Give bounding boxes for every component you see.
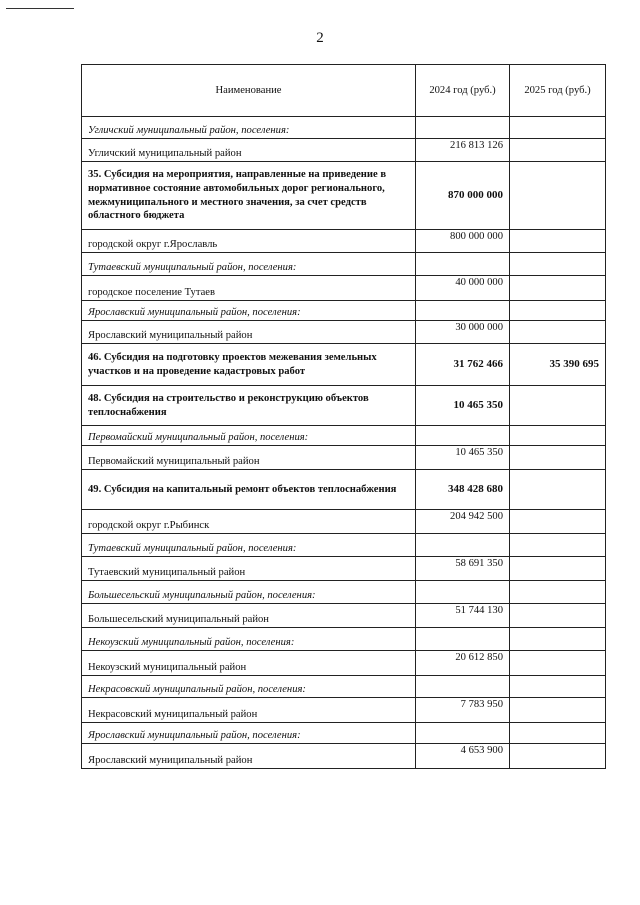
table-header-row xyxy=(82,65,606,117)
row-name-cell: Тутаевский муниципальный район, поселения: xyxy=(82,253,416,276)
value-2025-cell xyxy=(510,651,606,676)
row-name-cell: Ярославский муниципальный район, поселения: xyxy=(82,723,416,744)
value-2024-cell xyxy=(416,426,510,446)
row-name-cell: Первомайский муниципальный район xyxy=(82,446,416,470)
value-2025-cell xyxy=(510,230,606,253)
row-name-cell: городское поселение Тутаев xyxy=(82,276,416,301)
table-row xyxy=(82,651,606,676)
table-row xyxy=(82,446,606,470)
table-body xyxy=(82,117,606,769)
value-2024-cell: 4 653 900 xyxy=(416,744,510,769)
table-row xyxy=(82,139,606,162)
row-name-cell: Большесельский муниципальный район xyxy=(82,604,416,628)
row-name-cell: Первомайский муниципальный район, поселения: xyxy=(82,426,416,446)
value-2025-cell xyxy=(510,321,606,344)
row-name-cell: Угличский муниципальный район xyxy=(82,139,416,162)
table-row xyxy=(82,744,606,769)
value-2024-cell: 31 762 466 xyxy=(416,344,510,386)
value-2025-cell xyxy=(510,744,606,769)
value-2024-cell xyxy=(416,581,510,604)
value-2024-cell xyxy=(416,534,510,557)
value-2025-cell xyxy=(510,557,606,581)
subsidy-row xyxy=(82,386,606,426)
table-row xyxy=(82,557,606,581)
row-name-cell: городской округ г.Рыбинск xyxy=(82,510,416,534)
value-2025-cell xyxy=(510,534,606,557)
row-name-cell: 46. Субсидия на подготовку проектов межевания земельных участков и на проведение кадастровых работ xyxy=(82,344,416,386)
subsidy-row xyxy=(82,470,606,510)
subsidy-table xyxy=(81,64,606,769)
value-2025-cell xyxy=(510,676,606,698)
subsidy-row xyxy=(82,162,606,230)
value-2025-cell xyxy=(510,581,606,604)
value-2024-cell xyxy=(416,628,510,651)
group-heading-row xyxy=(82,253,606,276)
corner-rule xyxy=(6,8,74,9)
value-2025-cell xyxy=(510,276,606,301)
row-name-cell: Некоузский муниципальный район, поселения: xyxy=(82,628,416,651)
column-header-2025: 2025 год (руб.) xyxy=(510,65,606,117)
value-2024-cell: 800 000 000 xyxy=(416,230,510,253)
table-row xyxy=(82,230,606,253)
column-header-name: Наименование xyxy=(82,65,416,117)
group-heading-row xyxy=(82,676,606,698)
table-row xyxy=(82,604,606,628)
row-name-cell: Ярославский муниципальный район xyxy=(82,744,416,769)
value-2025-cell xyxy=(510,698,606,723)
value-2025-cell xyxy=(510,628,606,651)
value-2024-cell: 348 428 680 xyxy=(416,470,510,510)
value-2024-cell: 40 000 000 xyxy=(416,276,510,301)
subsidy-row xyxy=(82,344,606,386)
row-name-cell: городской округ г.Ярославль xyxy=(82,230,416,253)
value-2024-cell: 870 000 000 xyxy=(416,162,510,230)
value-2024-cell: 7 783 950 xyxy=(416,698,510,723)
value-2024-cell xyxy=(416,301,510,321)
group-heading-row xyxy=(82,581,606,604)
value-2024-cell: 216 813 126 xyxy=(416,139,510,162)
value-2024-cell xyxy=(416,117,510,139)
group-heading-row xyxy=(82,628,606,651)
value-2024-cell: 30 000 000 xyxy=(416,321,510,344)
value-2025-cell xyxy=(510,446,606,470)
value-2024-cell: 10 465 350 xyxy=(416,446,510,470)
page-number: 2 xyxy=(316,30,324,46)
row-name-cell: 49. Субсидия на капитальный ремонт объектов теплоснабжения xyxy=(82,470,416,510)
value-2024-cell: 10 465 350 xyxy=(416,386,510,426)
group-heading-row xyxy=(82,534,606,557)
group-heading-row xyxy=(82,117,606,139)
value-2024-cell xyxy=(416,676,510,698)
row-name-cell: Некоузский муниципальный район xyxy=(82,651,416,676)
table-row xyxy=(82,510,606,534)
value-2024-cell xyxy=(416,723,510,744)
value-2024-cell: 204 942 500 xyxy=(416,510,510,534)
value-2024-cell: 20 612 850 xyxy=(416,651,510,676)
table-row xyxy=(82,276,606,301)
table-row xyxy=(82,698,606,723)
row-name-cell: Тутаевский муниципальный район, поселения: xyxy=(82,534,416,557)
value-2025-cell xyxy=(510,301,606,321)
value-2025-cell xyxy=(510,139,606,162)
group-heading-row xyxy=(82,301,606,321)
value-2024-cell: 51 744 130 xyxy=(416,604,510,628)
value-2025-cell xyxy=(510,723,606,744)
table-row xyxy=(82,321,606,344)
value-2025-cell xyxy=(510,253,606,276)
group-heading-row xyxy=(82,426,606,446)
group-heading-row xyxy=(82,723,606,744)
row-name-cell: Ярославский муниципальный район, поселения: xyxy=(82,301,416,321)
value-2025-cell xyxy=(510,386,606,426)
row-name-cell: Некрасовский муниципальный район, поселения: xyxy=(82,676,416,698)
value-2025-cell xyxy=(510,426,606,446)
value-2025-cell xyxy=(510,470,606,510)
row-name-cell: Тутаевский муниципальный район xyxy=(82,557,416,581)
value-2025-cell xyxy=(510,604,606,628)
row-name-cell: Некрасовский муниципальный район xyxy=(82,698,416,723)
value-2025-cell xyxy=(510,162,606,230)
row-name-cell: Угличский муниципальный район, поселения: xyxy=(82,117,416,139)
row-name-cell: Ярославский муниципальный район xyxy=(82,321,416,344)
column-header-2024: 2024 год (руб.) xyxy=(416,65,510,117)
value-2024-cell xyxy=(416,253,510,276)
row-name-cell: 35. Субсидия на мероприятия, направленные на приведение в нормативное состояние автомобильных дорог регионального, межмуниципального и местного значения, за счет средств областного бюджета xyxy=(82,162,416,230)
value-2025-cell xyxy=(510,117,606,139)
value-2025-cell xyxy=(510,510,606,534)
value-2025-cell: 35 390 695 xyxy=(510,344,606,386)
row-name-cell: Большесельский муниципальный район, поселения: xyxy=(82,581,416,604)
value-2024-cell: 58 691 350 xyxy=(416,557,510,581)
row-name-cell: 48. Субсидия на строительство и реконструкцию объектов теплоснабжения xyxy=(82,386,416,426)
